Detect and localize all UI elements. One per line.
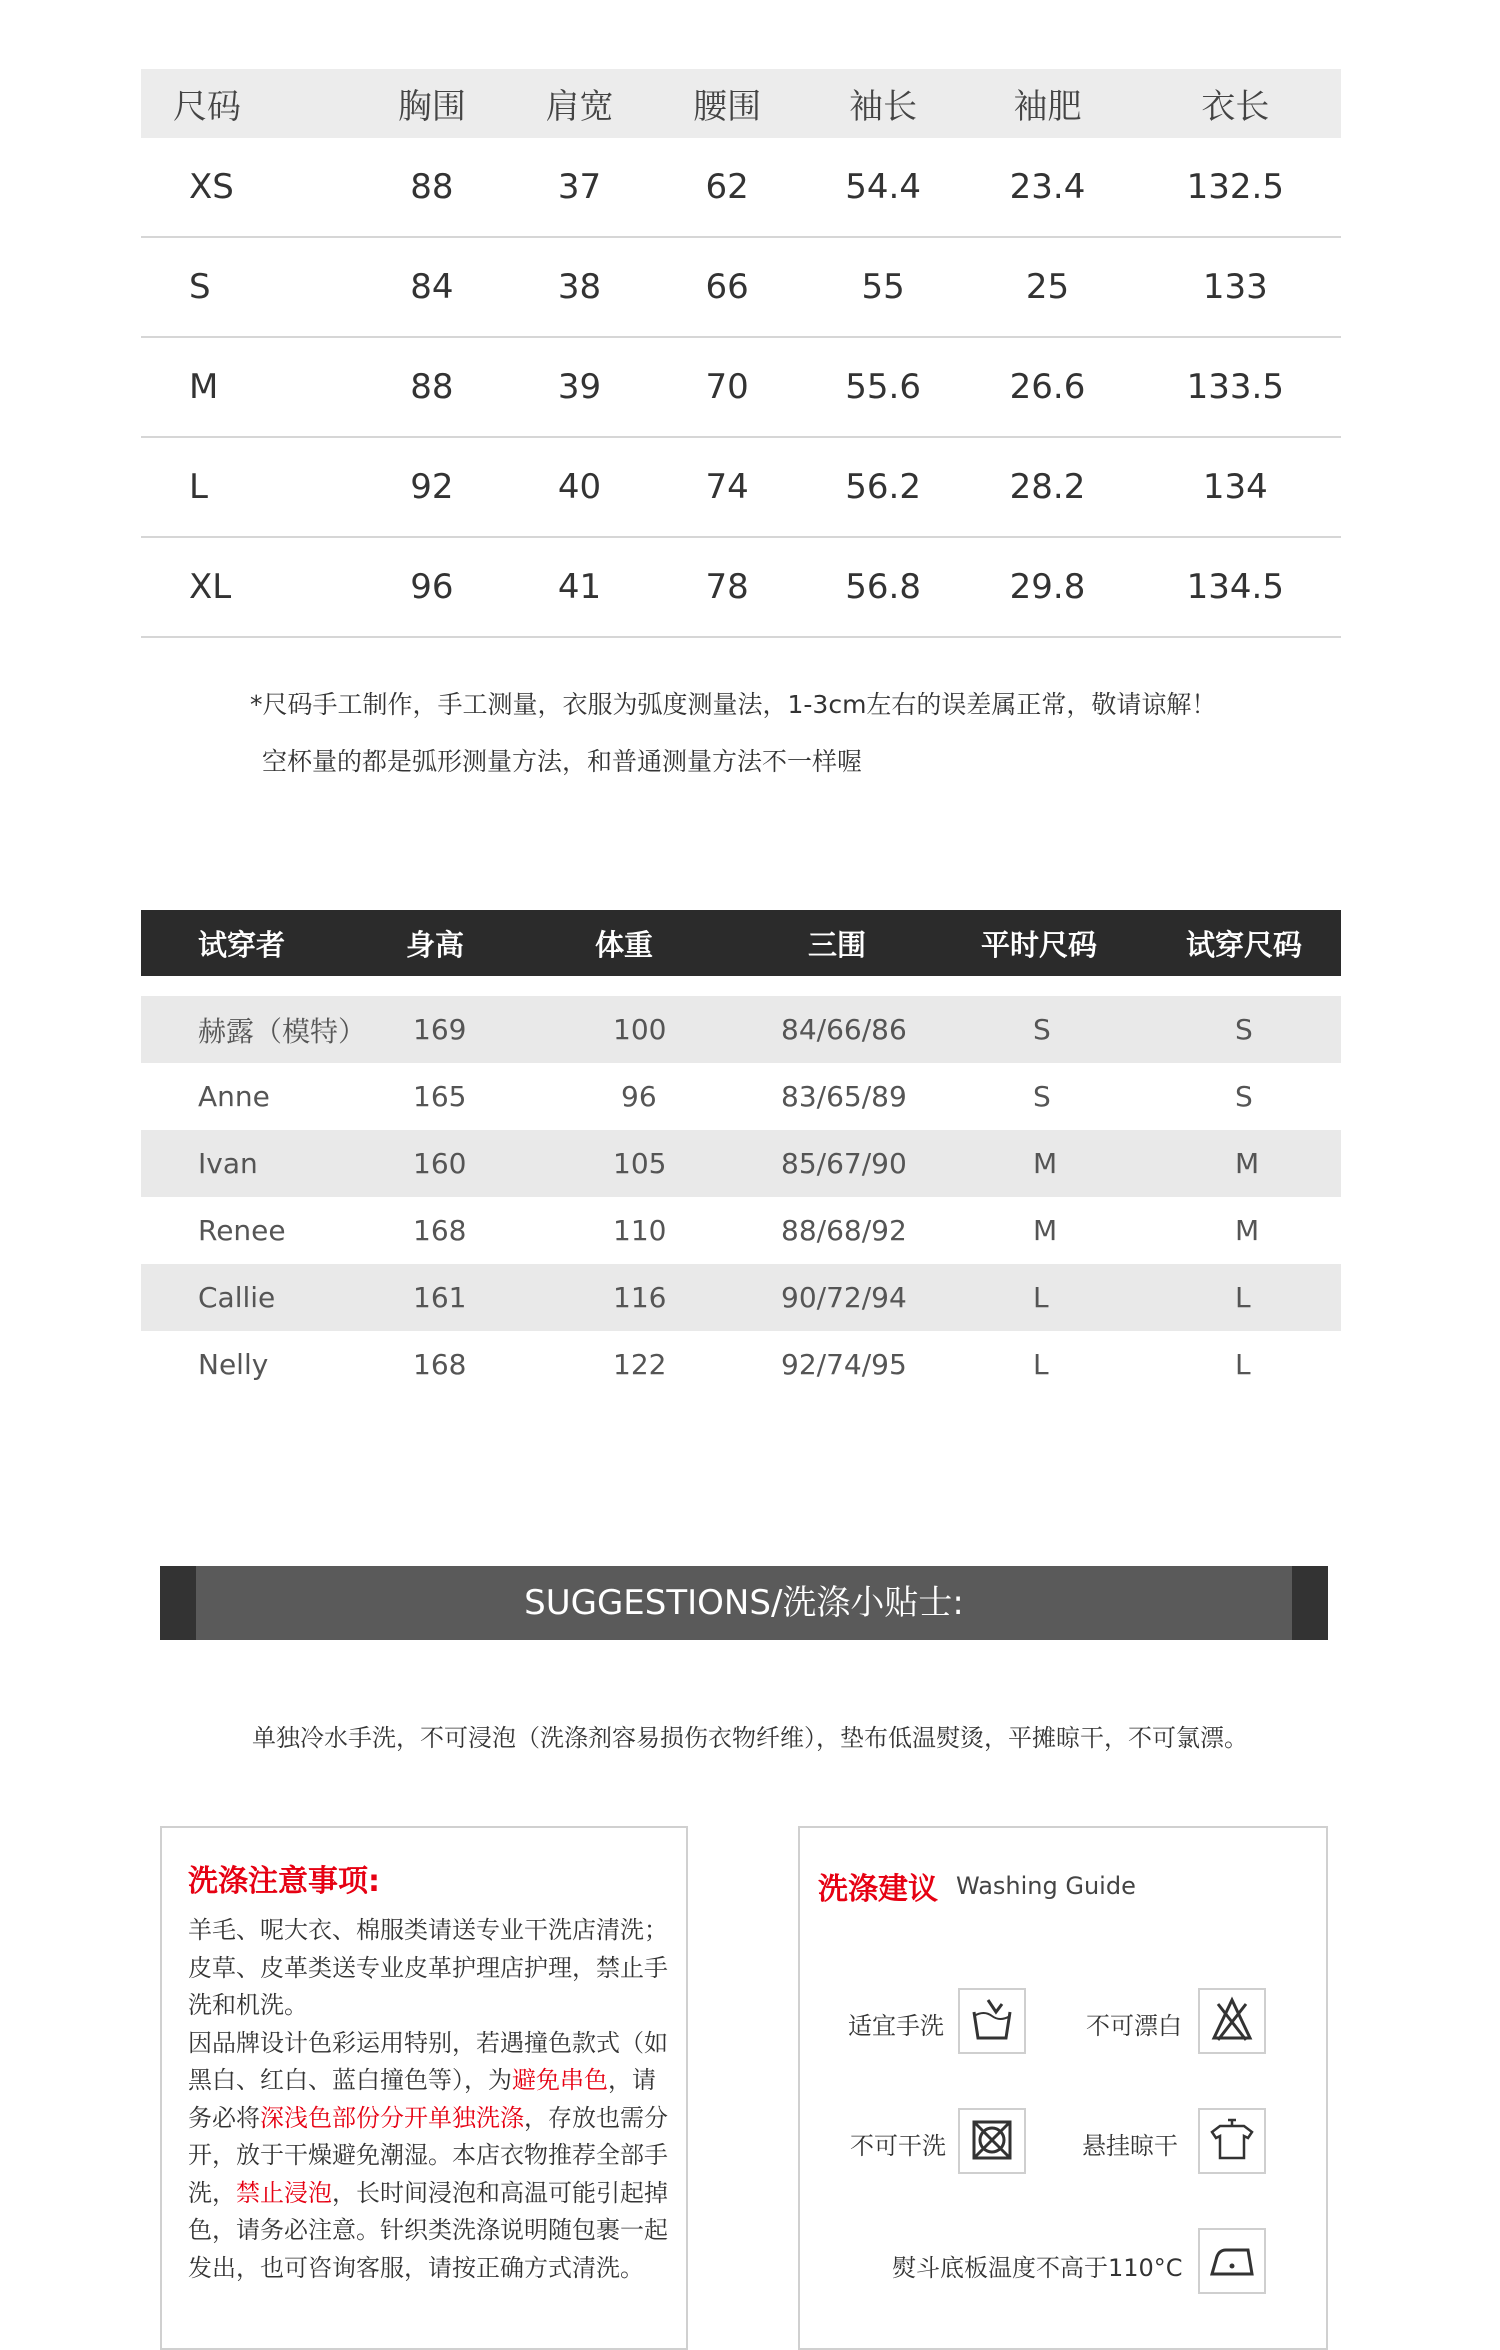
- table-cell: 168: [413, 1214, 467, 1247]
- care-text: [188, 1912, 672, 2287]
- table-cell: 66: [653, 237, 801, 337]
- header-size: 尺码: [141, 69, 358, 138]
- care-text-part: ，请务必将: [188, 2066, 656, 2132]
- table-row: [141, 996, 1341, 1063]
- table-cell: 165: [413, 1080, 467, 1113]
- care-title: 洗涤注意事项:: [188, 1864, 380, 1899]
- table-cell: 37: [506, 138, 654, 237]
- table-cell: 28.2: [965, 437, 1129, 537]
- header-waist: 腰围: [653, 69, 801, 138]
- table-cell: 56.8: [801, 537, 965, 637]
- table-cell: 78: [653, 537, 801, 637]
- table-cell: 54.4: [801, 138, 965, 237]
- banner-title: SUGGESTIONS/洗涤小贴士:: [524, 1583, 964, 1623]
- table-cell: L: [1033, 1348, 1049, 1381]
- table-cell: 70: [653, 337, 801, 437]
- table-cell: 26.6: [965, 337, 1129, 437]
- table-cell: S: [1033, 1080, 1051, 1113]
- table-row: [141, 138, 1341, 237]
- table-cell: 116: [571, 1264, 781, 1331]
- table-cell: 23.4: [965, 138, 1129, 237]
- care-warning: 深浅色部份分开单独洗涤: [260, 2103, 524, 2132]
- table-cell: 96: [358, 537, 506, 637]
- table-cell: 39: [506, 337, 654, 437]
- header-sleeve-length: 袖长: [801, 69, 965, 138]
- hang-dry-icon: [1198, 2108, 1266, 2174]
- table-cell: L: [1235, 1348, 1251, 1381]
- size-table: [141, 69, 1341, 638]
- table-cell: 88: [358, 138, 506, 237]
- banner-right-cap: [1292, 1566, 1328, 1640]
- table-cell: 88: [358, 337, 506, 437]
- header-height: 身高: [391, 910, 571, 976]
- no-bleach-icon: [1198, 1988, 1266, 2054]
- iron-low-icon: [1198, 2228, 1266, 2294]
- header-measurements: 三围: [781, 910, 981, 976]
- spacer: [141, 976, 1341, 996]
- table-cell: XS: [141, 138, 358, 237]
- model-table-header: [141, 910, 1341, 976]
- table-cell: 134.5: [1130, 537, 1341, 637]
- care-notes-box: [160, 1826, 688, 2350]
- header-shoulder: 肩宽: [506, 69, 654, 138]
- care-paragraph-1: 羊毛、呢大衣、棉服类请送专业干洗店清洗；皮草、皮革类送专业皮革护理店护理，禁止手洗和机洗。: [188, 1916, 668, 2019]
- table-cell: 62: [653, 138, 801, 237]
- size-table-header: [141, 69, 1341, 138]
- table-cell: 161: [391, 1264, 571, 1331]
- table-cell: 29.8: [965, 537, 1129, 637]
- table-cell: 83/65/89: [781, 1080, 907, 1113]
- table-cell: 133.5: [1130, 337, 1341, 437]
- table-cell: S: [141, 237, 358, 337]
- guide-title: 洗涤建议: [818, 1872, 938, 1907]
- table-row: [141, 337, 1341, 437]
- table-cell: S: [1235, 1080, 1253, 1113]
- washing-tip: 单独冷水手洗，不可浸泡（洗涤剂容易损伤衣物纤维），垫布低温熨烫，平摊晾干，不可氯漂。: [252, 1724, 1248, 1752]
- model-table: [141, 910, 1341, 1398]
- table-cell: 132.5: [1130, 138, 1341, 237]
- table-cell: 92/74/95: [781, 1348, 907, 1381]
- table-row: [141, 1264, 1341, 1331]
- suggestions-banner: [160, 1566, 1328, 1640]
- table-cell: Anne: [198, 1080, 270, 1113]
- guide-label: 不可漂白: [1086, 2012, 1182, 2040]
- table-cell: S: [1161, 996, 1341, 1063]
- table-cell: M: [1235, 1214, 1260, 1247]
- table-cell: 105: [571, 1130, 781, 1197]
- table-row: [141, 437, 1341, 537]
- table-cell: 110: [613, 1214, 667, 1247]
- table-cell: XL: [141, 537, 358, 637]
- table-cell: Renee: [198, 1214, 286, 1247]
- table-cell: M: [1033, 1214, 1058, 1247]
- table-cell: 134: [1130, 437, 1341, 537]
- care-warning: 禁止浸泡: [236, 2178, 332, 2207]
- header-bust: 胸围: [358, 69, 506, 138]
- guide-subtitle: Washing Guide: [956, 1872, 1136, 1900]
- washing-guide-box: [798, 1826, 1328, 2350]
- table-cell: 84/66/86: [781, 996, 981, 1063]
- table-cell: 55: [801, 237, 965, 337]
- table-cell: 160: [391, 1130, 571, 1197]
- table-cell: M: [141, 337, 358, 437]
- table-cell: 85/67/90: [781, 1130, 981, 1197]
- table-cell: 41: [506, 537, 654, 637]
- table-cell: 88/68/92: [781, 1214, 907, 1247]
- header-sleeve-width: 袖肥: [965, 69, 1129, 138]
- hand-wash-icon: [958, 1988, 1026, 2054]
- care-text-part: ，长时间浸泡和高温可能引起掉色，请务必注意。针织类洗涤说明随包裹一起发出，也可咨询客服，请按正确方式清洗。: [188, 2178, 668, 2282]
- care-text-part: 因品牌设计色彩运用特别，若遇撞色款式（如黑白、红白、蓝白撞色等），为: [188, 2028, 668, 2094]
- table-cell: 90/72/94: [781, 1264, 981, 1331]
- table-cell: 38: [506, 237, 654, 337]
- header-tried-size: 试穿尺码: [1161, 910, 1341, 976]
- table-row: [141, 1331, 1341, 1398]
- table-cell: 122: [613, 1348, 667, 1381]
- table-cell: M: [1161, 1130, 1341, 1197]
- table-cell: Nelly: [198, 1348, 269, 1381]
- header-weight: 体重: [571, 910, 781, 976]
- no-dry-clean-icon: [958, 2108, 1026, 2174]
- table-cell: 40: [506, 437, 654, 537]
- care-text-part: ，存放也需分开，放于干燥避免潮湿。本店衣物推荐全部手洗，: [188, 2103, 668, 2207]
- size-note: *尺码手工制作，手工测量，衣服为弧度测量法，1-3cm左右的误差属正常，敬请谅解！: [250, 690, 1217, 719]
- table-cell: S: [981, 996, 1161, 1063]
- header-length: 衣长: [1130, 69, 1341, 138]
- table-cell: 168: [413, 1348, 467, 1381]
- table-row: [141, 1063, 1341, 1130]
- table-cell: L: [1161, 1264, 1341, 1331]
- header-tester: 试穿者: [141, 910, 391, 976]
- table-cell: 169: [391, 996, 571, 1063]
- guide-label: 熨斗底板温度不高于110°C: [892, 2254, 1183, 2282]
- table-cell: 96: [621, 1080, 657, 1113]
- table-cell: 92: [358, 437, 506, 537]
- table-cell: M: [981, 1130, 1161, 1197]
- table-cell: L: [981, 1264, 1161, 1331]
- table-cell: Callie: [141, 1264, 391, 1331]
- table-cell: 133: [1130, 237, 1341, 337]
- guide-label: 悬挂晾干: [1082, 2132, 1178, 2160]
- table-cell: 74: [653, 437, 801, 537]
- table-row: [141, 1197, 1341, 1264]
- table-cell: 100: [571, 996, 781, 1063]
- care-warning: 避免串色: [512, 2066, 608, 2094]
- table-cell: 84: [358, 237, 506, 337]
- table-cell: Ivan: [141, 1130, 391, 1197]
- guide-label: 不可干洗: [850, 2132, 946, 2160]
- table-cell: 55.6: [801, 337, 965, 437]
- table-row: [141, 237, 1341, 337]
- table-row: [141, 537, 1341, 637]
- table-cell: 赫露（模特）: [141, 996, 391, 1063]
- header-usual-size: 平时尺码: [981, 910, 1161, 976]
- table-cell: 25: [965, 237, 1129, 337]
- table-cell: L: [141, 437, 358, 537]
- table-row: [141, 1130, 1341, 1197]
- table-cell: 56.2: [801, 437, 965, 537]
- guide-label: 适宜手洗: [848, 2012, 944, 2040]
- measurement-note: 空杯量的都是弧形测量方法，和普通测量方法不一样喔: [262, 747, 863, 776]
